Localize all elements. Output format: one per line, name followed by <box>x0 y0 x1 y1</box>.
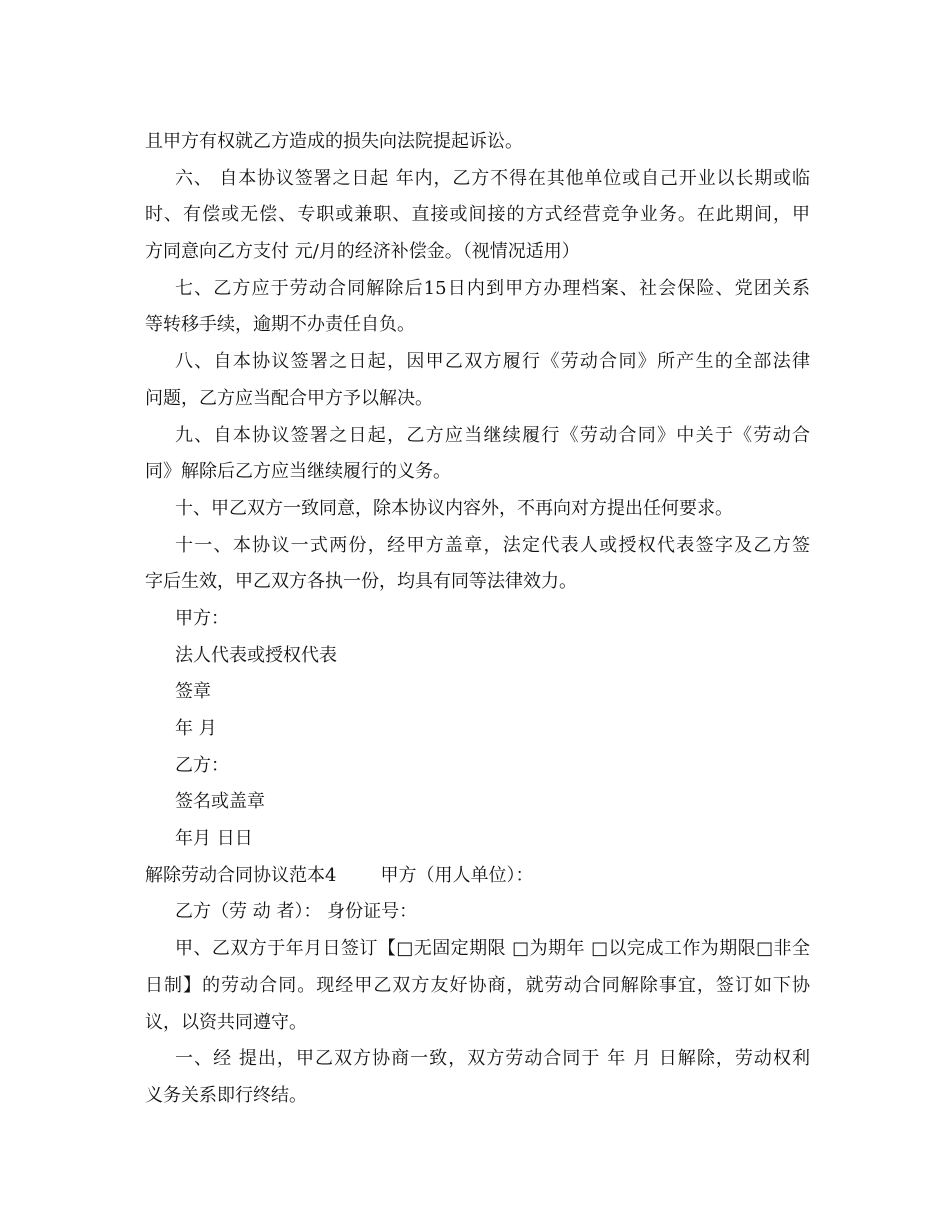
text-line: 八、自本协议签署之日起，因甲乙双方履行《劳动合同》所产生的全部法律 <box>175 351 810 373</box>
text-line: 义务关系即行终结。 <box>145 1084 307 1106</box>
text-line: 六、 自本协议签署之日起 年内，乙方不得在其他单位或自己开业以长期或临 <box>175 167 810 189</box>
section-title-line <box>145 858 810 895</box>
agreement-clauses <box>145 124 810 858</box>
text-line: 年月 日日 <box>175 828 253 850</box>
text-line: 一、经 提出，甲乙双方协商一致，双方劳动合同于 年 月 日解除，劳动权利 <box>175 1048 810 1070</box>
text-line: 签章 <box>175 681 211 703</box>
text-line: 同》解除后乙方应当继续履行的义务。 <box>145 461 451 483</box>
text-line: 甲方： <box>175 607 229 629</box>
text-line: 年 月 <box>175 718 217 739</box>
text-line: 时、有偿或无偿、专职或兼职、直接或间接的方式经营竞争业务。在此期间，甲 <box>145 204 810 226</box>
party-a-heading: 甲方（用人单位）： <box>380 864 534 886</box>
text-line: 日制】的劳动合同。现经甲乙双方友好协商，就劳动合同解除事宜，签订如下协 <box>145 974 810 996</box>
section-title: 解除劳动合同协议范本4 <box>145 864 337 886</box>
text-line: 议，以资共同遵守。 <box>145 1011 307 1033</box>
text-line: 方同意向乙方支付 元/月的经济补偿金。（视情况适用） <box>145 241 580 263</box>
text-line: 九、自本协议签署之日起，乙方应当继续履行《劳动合同》中关于《劳动合 <box>175 424 810 446</box>
text-line: 签名或盖章 <box>175 791 265 813</box>
text-line: 等转移手续，逾期不办责任自负。 <box>145 314 415 336</box>
document-body <box>145 124 810 1115</box>
text-line: 字后生效，甲乙双方各执一份，均具有同等法律效力。 <box>145 571 577 593</box>
text-line: 甲、乙双方于年月日签订【□无固定期限 □为期年 □以完成工作为期限□非全 <box>175 938 810 960</box>
text-line: 且甲方有权就乙方造成的损失向法院提起诉讼。 <box>145 131 523 152</box>
text-line: 法人代表或授权代表 <box>175 644 337 666</box>
text-line: 十一、本协议一式两份，经甲方盖章，法定代表人或授权代表签字及乙方签 <box>175 534 810 556</box>
text-line: 七、乙方应于劳动合同解除后15日内到甲方办理档案、社会保险、党团关系 <box>175 277 810 299</box>
text-line: 问题，乙方应当配合甲方予以解决。 <box>145 387 433 409</box>
new-agreement-clauses <box>145 894 810 1114</box>
text-line: 乙方： <box>175 754 229 776</box>
text-line: 十、甲乙双方一致同意，除本协议内容外，不再向对方提出任何要求。 <box>175 497 733 519</box>
text-line: 乙方（劳 动 者）： 身份证号： <box>175 901 418 923</box>
